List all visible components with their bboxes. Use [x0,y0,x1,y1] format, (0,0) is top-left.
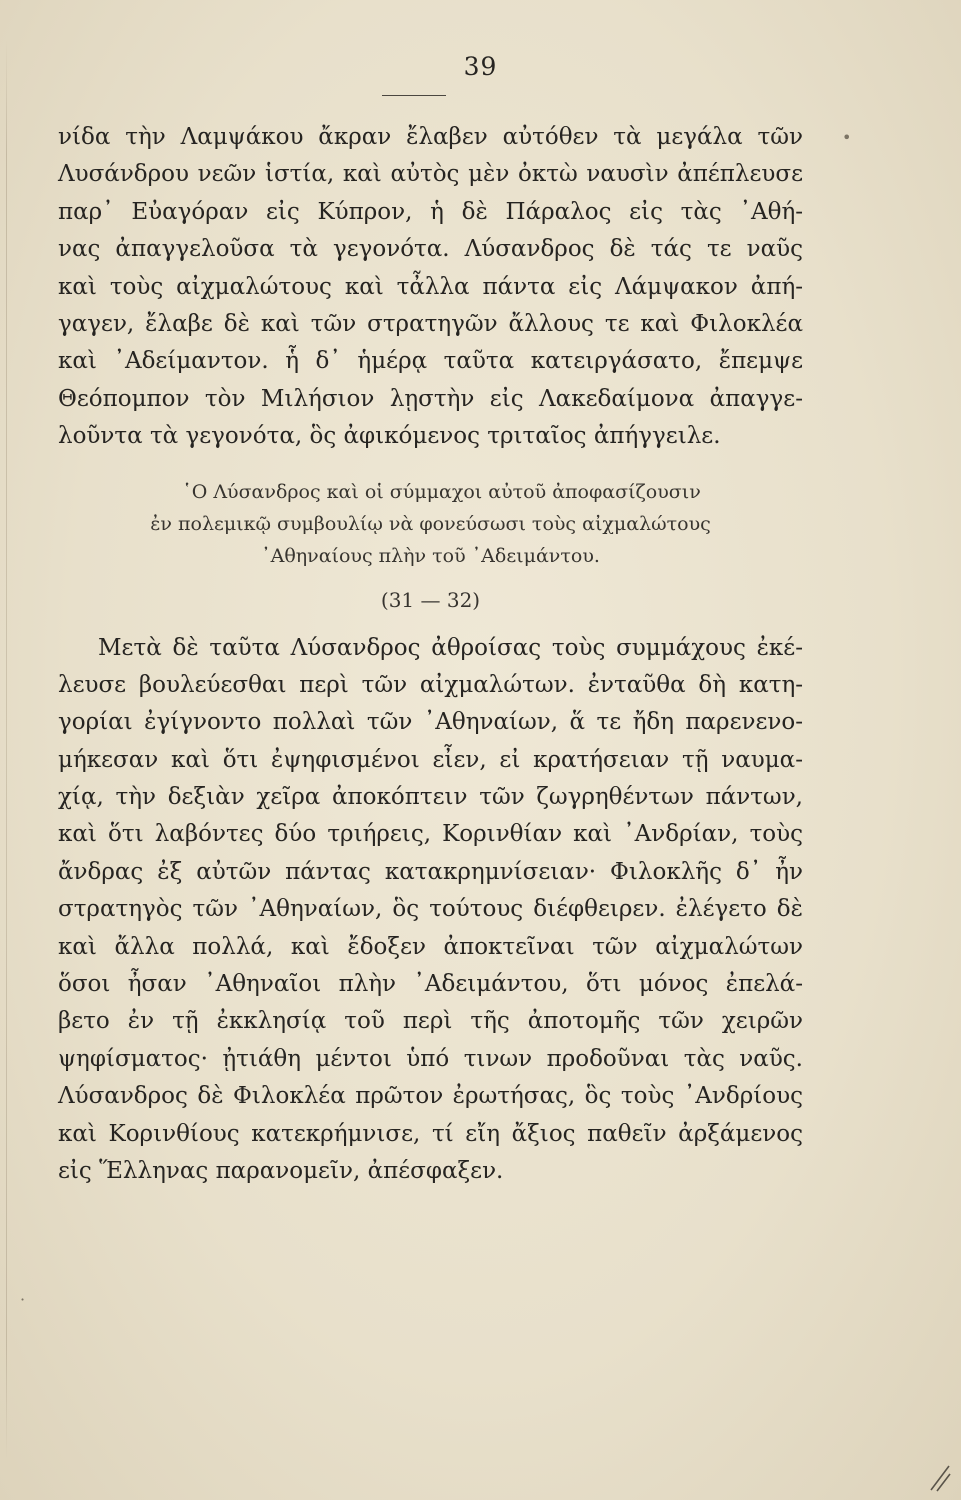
page-corner-mark [929,1462,951,1492]
text-line: καὶ ἄλλα πολλά, καὶ ἔδοξεν ἀποκτεῖναι τῶν αἰχμαλώτων [58,933,803,960]
text-line: παρ᾽ Εὐαγόραν εἰς Κύπρον, ἡ δὲ Πάραλος εἰς τὰς ᾽Αθή- [58,198,803,225]
text-line: λευσε βουλεύεσθαι περὶ τῶν αἰχμαλώτων. ἐνταῦθα δὴ κατη- [58,671,803,698]
text-line: ἄνδρας ἐξ αὐτῶν πάντας κατακρημνίσειαν· Φιλοκλῆς δ᾽ ἦν [58,858,803,885]
text-line: ὅσοι ἦσαν ᾽Αθηναῖοι πλὴν ᾽Αδειμάντου, ὅτι μόνος ἐπελά- [58,971,803,998]
summary-line: ῾Ο Λύσανδρος καὶ οἱ σύμμαχοι αὐτοῦ ἀποφασίζουσιν [182,480,701,503]
page-number-rule [382,95,446,96]
page-edge-shadow [6,40,7,1460]
text-line: χίᾳ, τὴν δεξιὰν χεῖρα ἀποκόπτειν τῶν ζωγρηθέντων πάντων, [58,784,803,811]
text-line: καὶ ὅτι λαβόντες δύο τριήρεις, Κορινθίαν καὶ ᾽Ανδρίαν, τοὺς [58,821,803,848]
main-text [58,119,803,1190]
text-line: ψηφίσματος· ᾐτιάθη μέντοι ὑπό τινων προδοῦναι τὰς ναῦς. [58,1045,803,1072]
text-line: βετο ἐν τῇ ἐκκλησίᾳ τοῦ περὶ τῆς ἀποτομῆς τῶν χειρῶν [58,1008,803,1035]
text-line: μήκεσαν καὶ ὅτι ἐψηφισμένοι εἶεν, εἰ κρατήσειαν τῇ ναυμα- [58,746,803,773]
text-line: νας ἀπαγγελοῦσα τὰ γεγονότα. Λύσανδρος δὲ τάς τε ναῦς [58,236,803,263]
summary-line: ἐν πολεμικῷ συμβουλίῳ νὰ φονεύσωσι τοὺς αἰχμαλώτους [150,512,711,535]
text-line: Θεόπομπον τὸν Μιλήσιον λῃστὴν εἰς Λακεδαίμονα ἀπαγγε- [58,385,803,412]
paragraph-1 [58,119,803,456]
text-line: καὶ ᾽Αδείμαντον. ἧ δ᾽ ἡμέρᾳ ταῦτα κατειργάσατο, ἔπεμψε [58,348,803,375]
text-line: καὶ Κορινθίους κατεκρήμνισε, τί εἴη ἄξιος παθεῖν ἀρξάμενος [58,1120,803,1147]
ink-speck: · [20,1290,26,1309]
chapter-reference: (31 — 32) [380,587,481,612]
paragraph-2 [58,630,803,1191]
text-line: Λύσανδρος δὲ Φιλοκλέα πρῶτον ἐρωτήσας, ὃς τοὺς ᾽Ανδρίους [58,1083,803,1110]
text-line: καὶ τοὺς αἰχμαλώτους καὶ τἆλλα πάντα εἰς Λάμψακον ἀπή- [58,273,803,300]
chapter-summary [58,476,803,622]
page-number: 39 [463,52,498,81]
text-line: στρατηγὸς τῶν ᾽Αθηναίων, ὃς τούτους διέφθειρεν. ἐλέγετο δὲ [58,896,803,923]
text-line: νίδα τὴν Λαμψάκου ἄκραν ἔλαβεν αὐτόθεν τὰ μεγάλα τῶν [58,124,803,150]
text-line: γορίαι ἐγίγνοντο πολλαὶ τῶν ᾽Αθηναίων, ἅ τε ἤδη παρενενο- [58,709,803,736]
summary-line: ᾽Αθηναίους πλὴν τοῦ ᾽Αδειμάντου. [261,544,600,567]
ink-speck: • [842,128,852,147]
text-line: λοῦντα τὰ γεγονότα, ὃς ἀφικόμενος τριταῖος ἀπήγγειλε. [58,423,721,450]
text-line: Λυσάνδρου νεῶν ἱστία, καὶ αὐτὸς μὲν ὀκτὼ ναυσὶν ἀπέπλευσε [58,161,803,188]
text-line: εἰς Ἕλληνας παρανομεῖν, ἀπέσφαξεν. [58,1157,504,1184]
text-line: Μετὰ δὲ ταῦτα Λύσανδρος ἀθροίσας τοὺς συμμάχους ἐκέ- [98,634,803,661]
text-line: γαγεν, ἔλαβε δὲ καὶ τῶν στρατηγῶν ἄλλους τε καὶ Φιλοκλέα [58,310,803,337]
